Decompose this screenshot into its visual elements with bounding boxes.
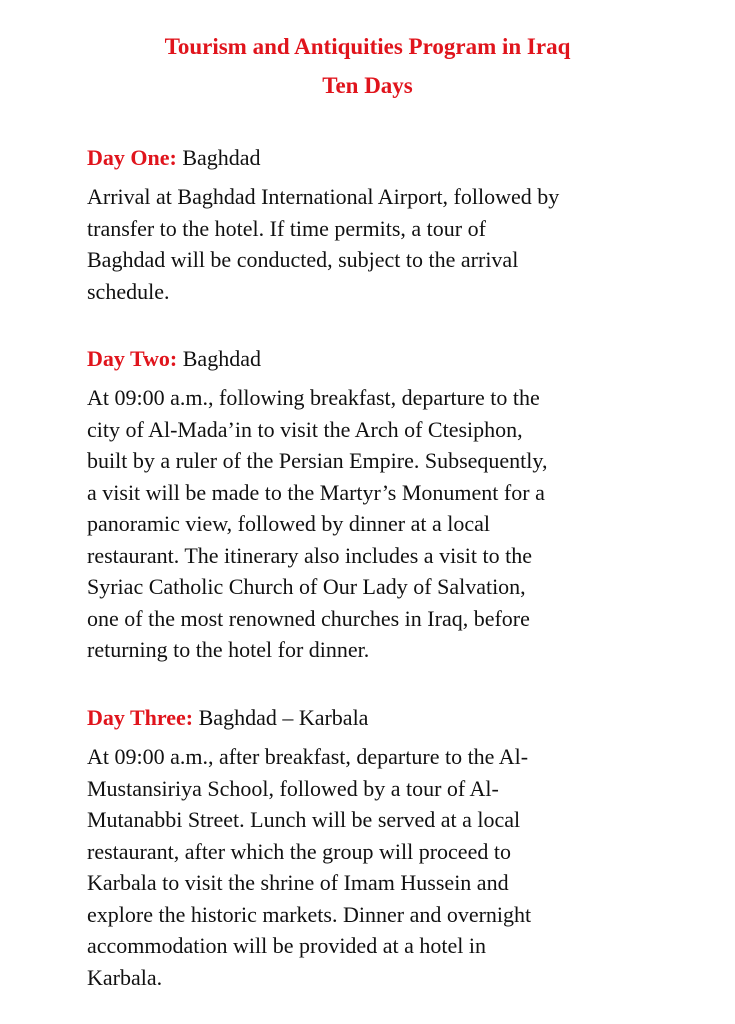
- day-heading: [87, 144, 687, 172]
- day-description: [87, 382, 687, 666]
- text-line: Syriac Catholic Church of Our Lady of Salvation,: [87, 574, 526, 599]
- day-place: Baghdad – Karbala: [193, 705, 369, 730]
- text-line: accommodation will be provided at a hotel in: [87, 933, 486, 958]
- day-three-section: [87, 704, 687, 993]
- text-line: At 09:00 a.m., following breakfast, departure to the: [87, 385, 540, 410]
- document-title: Tourism and Antiquities Program in Iraq: [164, 34, 571, 59]
- text-line: built by a ruler of the Persian Empire. Subsequently,: [87, 448, 548, 473]
- day-description: [87, 181, 687, 307]
- day-description: [87, 741, 687, 993]
- text-line: At 09:00 a.m., after breakfast, departure to the Al-: [87, 744, 529, 769]
- day-place: Baghdad: [177, 346, 261, 371]
- text-line: restaurant, after which the group will proceed to: [87, 838, 511, 864]
- day-label: Day Two:: [87, 346, 178, 371]
- text-line: panoramic view, followed by dinner at a local: [87, 511, 490, 536]
- day-heading: [87, 704, 687, 732]
- text-line: returning to the hotel for dinner.: [87, 637, 370, 662]
- day-heading: [87, 345, 687, 373]
- text-line: a visit will be made to the Martyr’s Monument for a: [87, 479, 545, 505]
- text-line: Mustansiriya School, followed by a tour of Al-: [87, 775, 499, 801]
- day-one-section: [87, 144, 687, 307]
- text-line: Baghdad will be conducted, subject to the arrival: [87, 247, 519, 272]
- text-line: Karbala.: [87, 964, 163, 990]
- text-line: city of Al-Mada’in to visit the Arch of Ctesiphon,: [87, 416, 523, 442]
- text-line: Arrival at Baghdad International Airport, followed by: [87, 184, 560, 209]
- text-line: Mutanabbi Street. Lunch will be served at a local: [87, 807, 521, 832]
- day-two-section: [87, 345, 687, 666]
- text-line: transfer to the hotel. If time permits, a tour of: [87, 215, 486, 241]
- day-place: Baghdad: [176, 145, 261, 170]
- document-subtitle: Ten Days: [322, 73, 413, 98]
- day-label: Day Three:: [87, 705, 194, 730]
- text-line: explore the historic markets. Dinner and overnight: [87, 901, 532, 927]
- text-line: Karbala to visit the shrine of Imam Hussein and: [87, 870, 509, 895]
- text-line: one of the most renowned churches in Iraq, before: [87, 605, 530, 631]
- text-line: restaurant. The itinerary also includes a visit to the: [87, 542, 532, 568]
- text-line: schedule.: [87, 278, 170, 304]
- day-label: Day One:: [87, 145, 177, 170]
